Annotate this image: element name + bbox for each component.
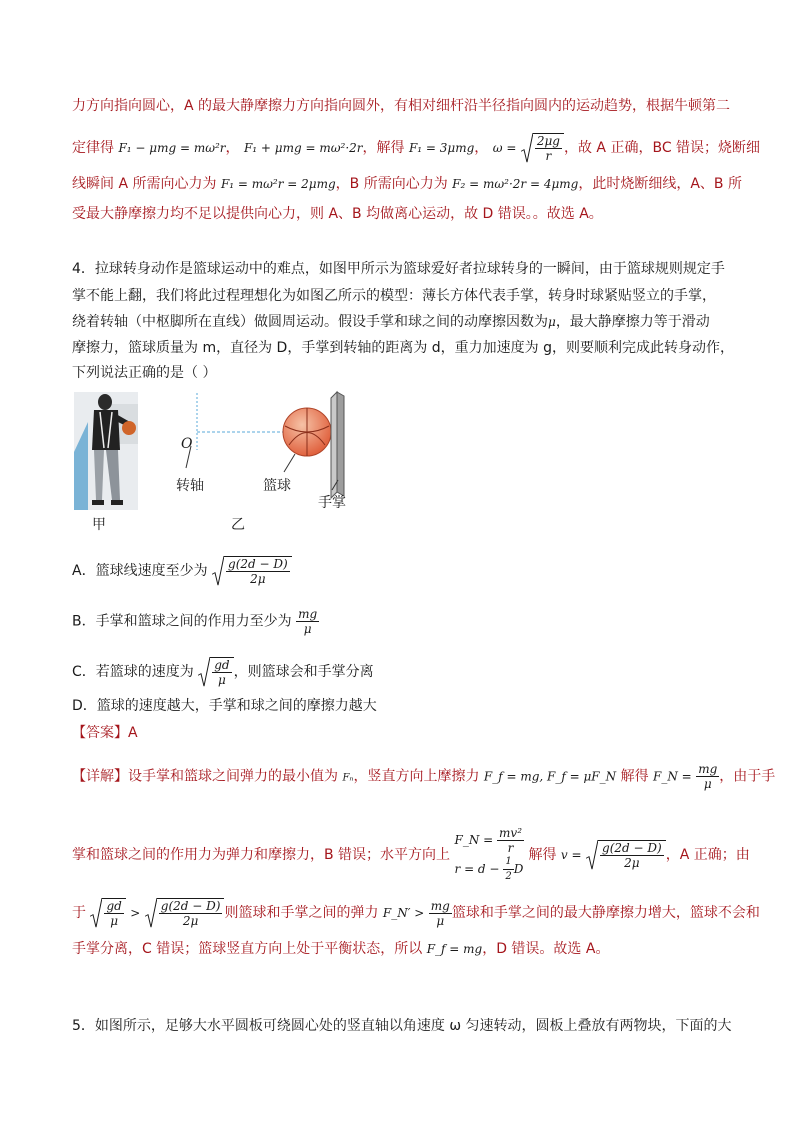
option-c: C．若篮球的速度为 $\frac{gd}{\mu}$ ，则篮球会和手掌分离 <box>72 658 374 687</box>
equation: F₁ = mω²r = 2μmg <box>220 177 336 191</box>
q4-line-1: 4．拉球转身动作是篮球运动中的难点，如图甲所示为篮球爱好者拉球转身的一瞬间，由于篮球规则规定手 <box>72 261 725 277</box>
equation: F₂ = mω²·2r = 4μmg <box>452 177 579 191</box>
detail-line-1: 【详解】设手掌和篮球之间弹力的最小值为 Fₙ，竖直方向上摩擦力 F_f = mg, F_f = μF_N 解得 F_N = $\frac{mg}{\mu}$ ，由于手 <box>72 762 776 791</box>
equation: F₁ − μmg = mω²r <box>118 141 226 155</box>
answer: 【答案】A <box>72 725 138 741</box>
sol3-line-1: 力方向指向圆心，A 的最大静摩擦力方向指向圆外，有相对细杆沿半径指向圆内的运动趋势，根据牛顿第二 <box>72 98 731 114</box>
sol3-line-4: 受最大静摩擦力均不足以提供向心力，则 A、B 均做离心运动，故 D 错误。。故选 A。 <box>72 206 603 222</box>
equation: F₁ + μmg = mω²·2r <box>243 141 363 155</box>
equation-system: F_N = $\frac{\text{mv²}}{r}$ r = d − $\frac{1}{2}$ D <box>454 826 524 882</box>
figure-label-palm: 手掌 <box>318 495 346 511</box>
q5-line-1: 5．如图所示，足够大水平圆板可绕圆心处的竖直轴以角速度 ω 匀速转动，圆板上叠放有两物块，下面的大 <box>72 1018 732 1034</box>
figure-label-jia: 甲 <box>92 517 106 533</box>
option-d: D．篮球的速度越大，手掌和球之间的摩擦力越大 <box>72 698 377 714</box>
detail-line-4: 手掌分离，C 错误；篮球竖直方向上处于平衡状态，所以 F_f = mg，D 错误。故选 A。 <box>72 941 610 957</box>
q4-line-5: 下列说法正确的是（ ） <box>72 365 217 381</box>
q4-line-2: 掌不能上翻，我们将此过程理想化为如图乙所示的模型：薄长方体代表手掌，转身时球紧贴竖立的手掌， <box>72 288 716 304</box>
figure-label-yi: 乙 <box>231 517 245 533</box>
sol3-line-2: 定律得 F₁ − μmg = mω²r， F₁ + μmg = mω²·2r，解得 F₁ = 3μmg， ω = $\frac{2\mu g}{r}$ ，故 A 正确，BC 错误；烧断细 <box>72 134 761 163</box>
omega-sqrt: $\frac{2\mu g}{r}$ <box>521 133 564 163</box>
q4-line-4: 摩擦力，篮球质量为 m，直径为 D，手掌到转轴的距离为 d，重力加速度为 g，则要顺利完成此转身动作， <box>72 340 734 356</box>
sol3-line-3: 线瞬间 A 所需向心力为 F₁ = mω²r = 2μmg，B 所需向心力为 F₂ = mω²·2r = 4μmg，此时烧断细线，A、B 所 <box>72 176 742 192</box>
equation: F₁ = 3μmg <box>408 141 475 155</box>
detail-line-3: 于 $\frac{gd}{\mu}$ > $\frac{g(2d - D)}{2\mu}$ 则篮球和手掌之间的弹力 F_N′ > $\frac{mg}{\mu}$ 篮球和手掌之间的最大静摩擦力增大，篮球不会和 <box>72 898 760 928</box>
figure-label-O: O <box>181 436 193 452</box>
figure-label-ball: 篮球 <box>263 478 291 494</box>
option-b: B．手掌和篮球之间的作用力至少为 $\frac{mg}{\mu}$ <box>72 607 318 636</box>
q4-line-3: 绕着转轴（中枢脚所在直线）做圆周运动。假设手掌和球之间的动摩擦因数为μ，最大静摩擦力等于滑动 <box>72 314 710 330</box>
photo-basketball-player <box>74 392 138 510</box>
option-a: A．篮球线速度至少为 $\frac{g(2d - D)}{2\mu}$ <box>72 556 292 586</box>
detail-line-2: 掌和篮球之间的作用力为弹力和摩擦力，B 错误；水平方向上 F_N = $\frac{\text{mv²}}{r}$ r = d − $\frac{1}{2}$ D 解得 v = $\frac{g(2d - D)}{2\mu}$ ，A 正确；由 <box>72 826 750 882</box>
figure-label-axis: 转轴 <box>176 478 204 494</box>
